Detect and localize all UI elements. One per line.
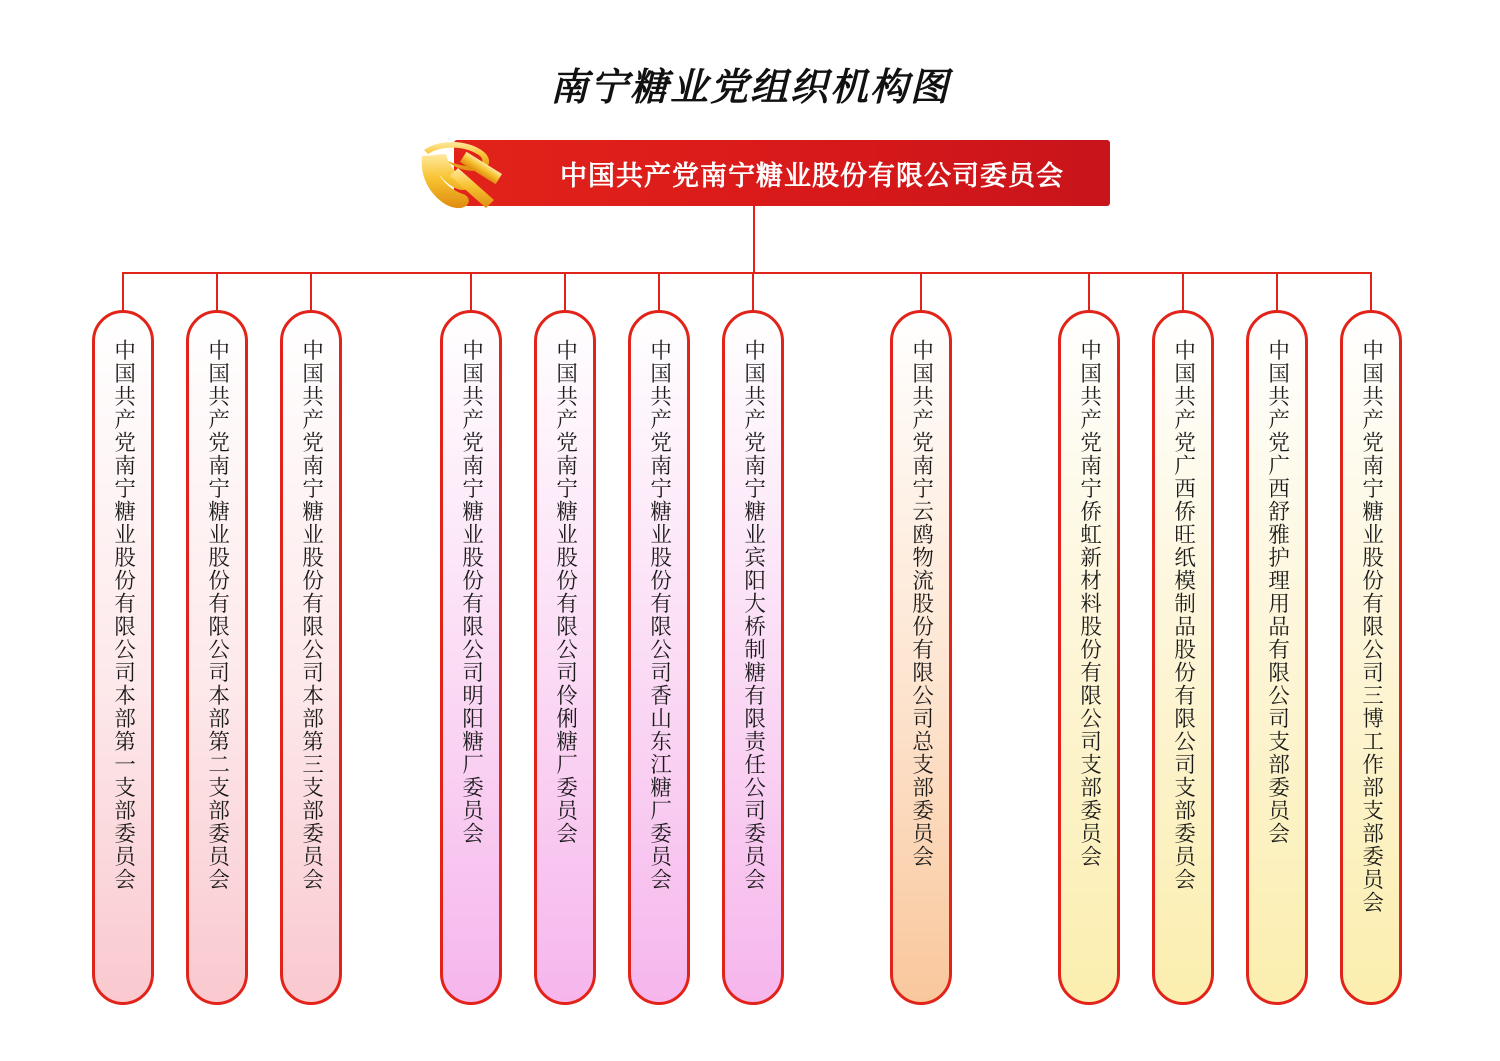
org-node-label: 中国共产党南宁糖业股份有限公司本部第三支部委员会 xyxy=(299,339,324,891)
connector-drop-11 xyxy=(1276,272,1278,312)
connector-drop-10 xyxy=(1182,272,1184,312)
connector-drop-2 xyxy=(216,272,218,312)
org-node-6[interactable] xyxy=(628,310,690,1005)
connector-drop-5 xyxy=(564,272,566,312)
connector-trunk xyxy=(753,206,755,272)
org-node-label: 中国共产党南宁糖业股份有限公司本部第一支部委员会 xyxy=(111,339,136,891)
connector-drop-6 xyxy=(658,272,660,312)
org-node-8[interactable] xyxy=(890,310,952,1005)
org-node-5[interactable] xyxy=(534,310,596,1005)
org-node-label: 中国共产党南宁侨虹新材料股份有限公司支部委员会 xyxy=(1077,339,1102,868)
connector-drop-8 xyxy=(920,272,922,312)
org-node-label: 中国共产党南宁糖业股份有限公司明阳糖厂委员会 xyxy=(459,339,484,845)
org-node-9[interactable] xyxy=(1058,310,1120,1005)
page-title: 南宁糖业党组织机构图 xyxy=(549,64,950,109)
root-label: 中国共产党南宁糖业股份有限公司委员会 xyxy=(560,160,1064,191)
connector-drop-12 xyxy=(1370,272,1372,312)
root-node xyxy=(398,140,1110,206)
org-node-label: 中国共产党广西舒雅护理用品有限公司支部委员会 xyxy=(1265,339,1290,845)
org-node-label: 中国共产党南宁糖业股份有限公司香山东江糖厂委员会 xyxy=(647,339,672,891)
org-node-label: 中国共产党南宁糖业股份有限公司本部第二支部委员会 xyxy=(205,339,230,891)
connector-drop-7 xyxy=(752,272,754,312)
org-node-4[interactable] xyxy=(440,310,502,1005)
org-node-label: 中国共产党广西侨旺纸模制品股份有限公司支部委员会 xyxy=(1171,339,1196,891)
org-node-2[interactable] xyxy=(186,310,248,1005)
connector-drop-3 xyxy=(310,272,312,312)
org-node-7[interactable] xyxy=(722,310,784,1005)
org-node-3[interactable] xyxy=(280,310,342,1005)
org-node-1[interactable] xyxy=(92,310,154,1005)
connector-drop-4 xyxy=(470,272,472,312)
connector-drop-9 xyxy=(1088,272,1090,312)
org-node-label: 中国共产党南宁云鸥物流股份有限公司总支部委员会 xyxy=(909,339,934,868)
org-node-label: 中国共产党南宁糖业宾阳大桥制糖有限责任公司委员会 xyxy=(741,339,766,891)
org-node-11[interactable] xyxy=(1246,310,1308,1005)
org-node-label: 中国共产党南宁糖业股份有限公司伶俐糖厂委员会 xyxy=(553,339,578,845)
org-node-label: 中国共产党南宁糖业股份有限公司三博工作部支部委员会 xyxy=(1359,339,1384,914)
org-node-10[interactable] xyxy=(1152,310,1214,1005)
root-banner xyxy=(454,140,1110,206)
party-emblem-icon xyxy=(398,132,518,218)
connector-drop-1 xyxy=(122,272,124,312)
org-node-12[interactable] xyxy=(1340,310,1402,1005)
